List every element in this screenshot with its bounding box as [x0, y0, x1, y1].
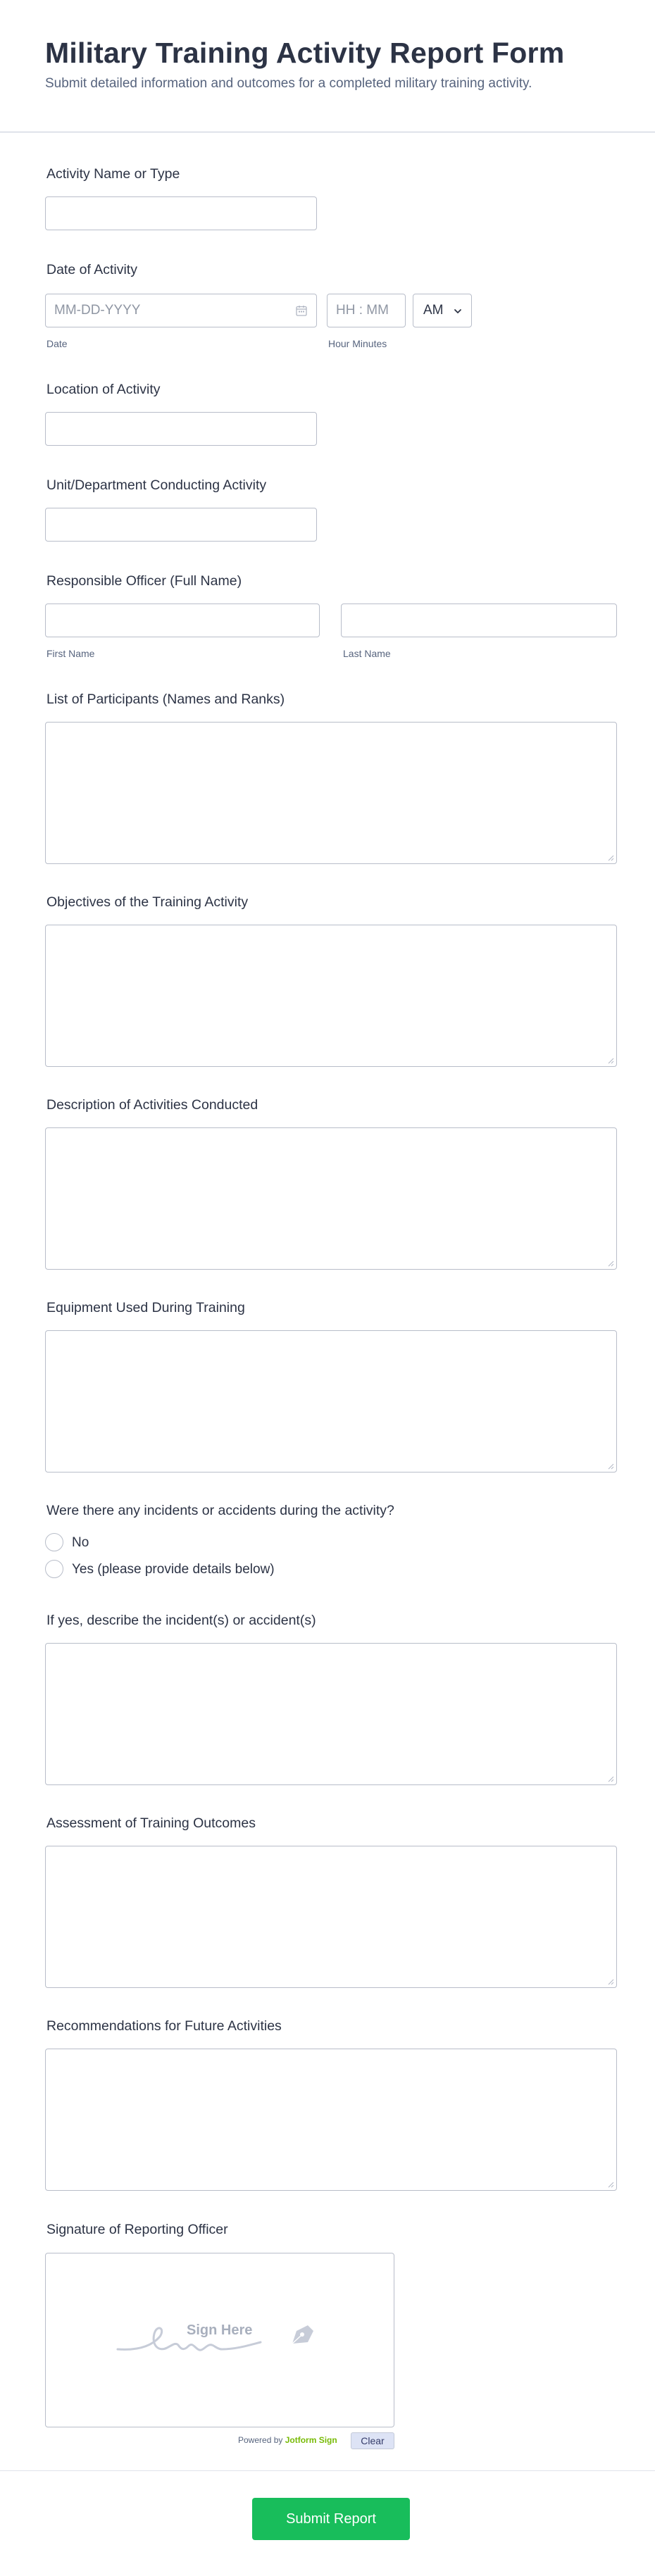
ampm-select[interactable]	[413, 294, 472, 327]
resize-grip-icon[interactable]	[607, 1463, 614, 1470]
location-label: Location of Activity	[46, 382, 161, 397]
date-input[interactable]	[45, 294, 317, 327]
description-textarea[interactable]	[45, 1127, 617, 1270]
incident-details-label: If yes, describe the incident(s) or accident(s)	[46, 1613, 316, 1628]
radio-label-no: No	[72, 1535, 89, 1550]
time-sublabel: Hour Minutes	[328, 338, 387, 349]
date-placeholder: MM-DD-YYYY	[54, 303, 141, 318]
incident-details-textarea[interactable]	[45, 1643, 617, 1785]
submit-button[interactable]: Submit Report	[252, 2498, 410, 2540]
date-of-activity-label: Date of Activity	[46, 262, 137, 277]
signature-label: Signature of Reporting Officer	[46, 2222, 228, 2237]
activity-name-label: Activity Name or Type	[46, 166, 180, 182]
page-title: Military Training Activity Report Form	[45, 37, 565, 69]
footer-divider	[0, 2470, 655, 2471]
radio-label-yes: Yes (please provide details below)	[72, 1562, 275, 1577]
participants-label: List of Participants (Names and Ranks)	[46, 692, 285, 707]
participants-textarea[interactable]	[45, 722, 617, 864]
powered-by-prefix: Powered by	[238, 2435, 283, 2445]
resize-grip-icon[interactable]	[607, 1978, 614, 1985]
pen-nib-icon	[287, 2321, 318, 2349]
resize-grip-icon[interactable]	[607, 1260, 614, 1267]
unit-department-label: Unit/Department Conducting Activity	[46, 477, 267, 493]
objectives-label: Objectives of the Training Activity	[46, 894, 249, 910]
last-name-input[interactable]	[341, 604, 617, 637]
signature-pad[interactable]	[45, 2253, 394, 2427]
responsible-officer-label: Responsible Officer (Full Name)	[46, 573, 242, 589]
powered-by-brand: Jotform Sign	[285, 2435, 337, 2445]
radio-button[interactable]	[45, 1560, 63, 1578]
equipment-textarea[interactable]	[45, 1330, 617, 1473]
equipment-label: Equipment Used During Training	[46, 1300, 245, 1315]
recommendations-textarea[interactable]	[45, 2049, 617, 2191]
page-subtitle: Submit detailed information and outcomes for a completed military training activity.	[45, 76, 532, 91]
sign-here-hint: Sign Here	[187, 2322, 253, 2338]
chevron-down-icon	[453, 306, 463, 316]
unit-department-input[interactable]	[45, 508, 317, 542]
radio-button[interactable]	[45, 1533, 63, 1551]
resize-grip-icon[interactable]	[607, 854, 614, 861]
location-input[interactable]	[45, 412, 317, 446]
resize-grip-icon[interactable]	[607, 1057, 614, 1064]
first-name-input[interactable]	[45, 604, 320, 637]
time-input[interactable]	[327, 294, 406, 327]
assessment-label: Assessment of Training Outcomes	[46, 1815, 256, 1831]
recommendations-label: Recommendations for Future Activities	[46, 2018, 282, 2034]
assessment-textarea[interactable]	[45, 1846, 617, 1988]
date-sublabel: Date	[46, 338, 68, 349]
form-header	[0, 0, 655, 132]
first-name-sublabel: First Name	[46, 648, 95, 659]
objectives-textarea[interactable]	[45, 925, 617, 1067]
resize-grip-icon[interactable]	[607, 2181, 614, 2188]
last-name-sublabel: Last Name	[343, 648, 391, 659]
clear-signature-button[interactable]: Clear	[351, 2432, 394, 2449]
time-placeholder: HH : MM	[336, 303, 389, 318]
ampm-value: AM	[423, 303, 444, 318]
powered-by-text	[238, 2435, 337, 2445]
description-label: Description of Activities Conducted	[46, 1097, 258, 1113]
activity-name-input[interactable]	[45, 196, 317, 230]
resize-grip-icon[interactable]	[607, 1775, 614, 1782]
incidents-label: Were there any incidents or accidents during the activity?	[46, 1503, 394, 1518]
calendar-icon[interactable]	[295, 304, 308, 317]
